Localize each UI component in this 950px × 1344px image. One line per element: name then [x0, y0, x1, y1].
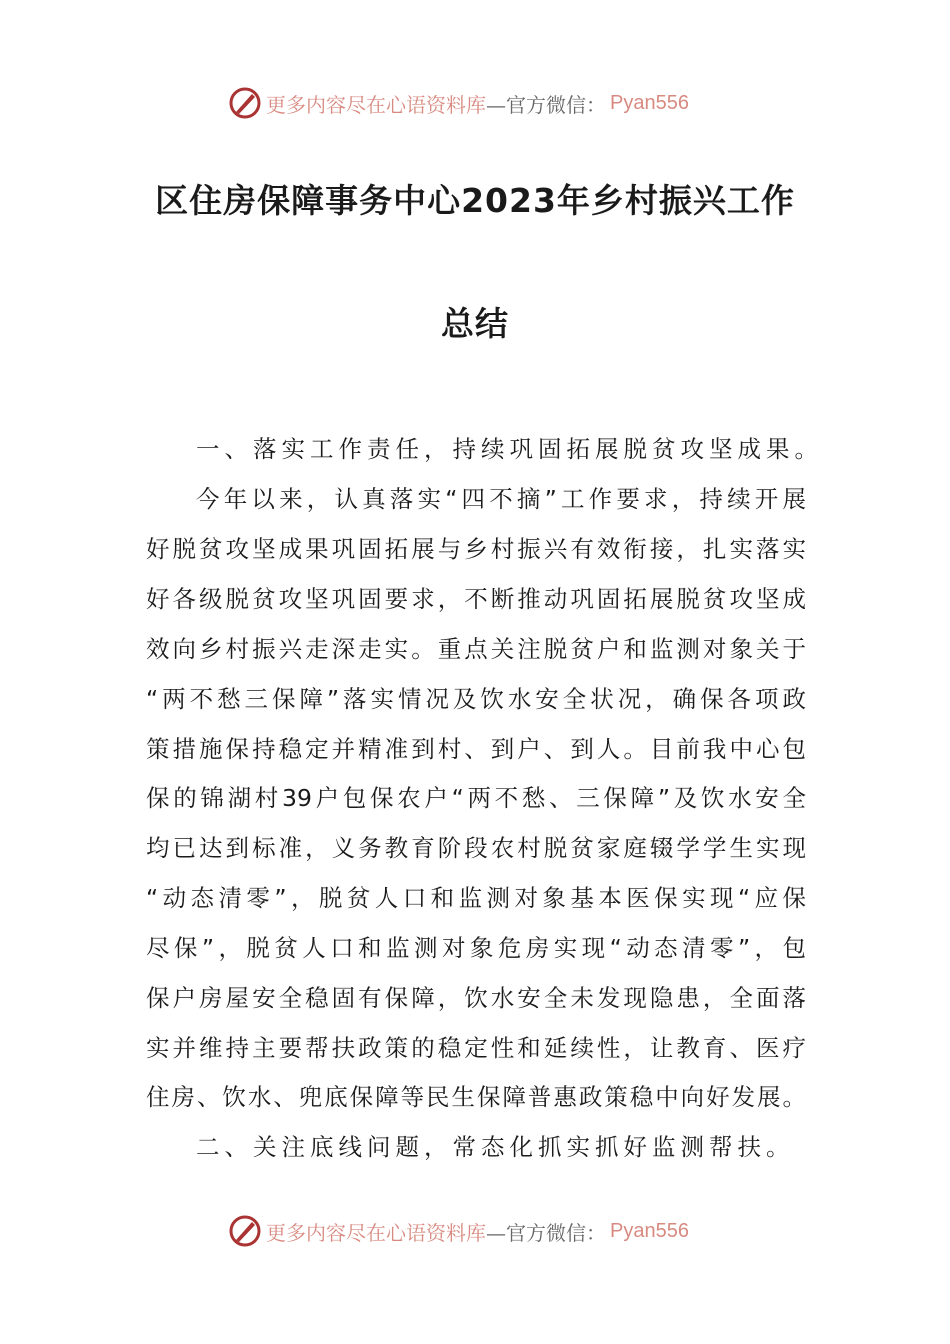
section-heading: 一、落实工作责任，持续巩固拓展脱贫攻坚成果。: [196, 435, 823, 463]
watermark-wechat-id: Pyan556: [610, 91, 689, 114]
section-heading: 二、关注底线问题，常态化抓实抓好监测帮扶。: [196, 1133, 795, 1161]
paragraph-line: 保户房屋安全稳固有保障，饮水安全未发现隐患，全面落: [146, 984, 806, 1012]
watermark-text: 更多内容尽在心语资料库: [266, 92, 486, 117]
footer-watermark: [228, 1211, 728, 1251]
paragraph-line: 效向乡村振兴走深走实。重点关注脱贫户和监测对象关于: [146, 635, 806, 663]
document-title-cont: 总结: [441, 304, 509, 343]
watermark-wechat-label: —官方微信：: [486, 92, 606, 117]
document-title: 区住房保障事务中心2023年乡村振兴工作: [155, 181, 795, 220]
watermark-wechat-label: —官方微信：: [486, 1220, 606, 1245]
paragraph-line: 保的锦湖村39户包保农户“两不愁、三保障”及饮水安全: [146, 784, 806, 812]
paragraph-line: “两不愁三保障”落实情况及饮水安全状况，确保各项政: [146, 685, 806, 713]
pen-logo-icon: [228, 1214, 262, 1248]
paragraph-line: 实并维持主要帮扶政策的稳定性和延续性，让教育、医疗: [146, 1034, 806, 1062]
paragraph-line: 好脱贫攻坚成果巩固拓展与乡村振兴有效衔接，扎实落实: [146, 535, 806, 563]
paragraph-line: 好各级脱贫攻坚巩固要求，不断推动巩固拓展脱贫攻坚成: [146, 585, 806, 613]
paragraph-line: 策措施保持稳定并精准到村、到户、到人。目前我中心包: [146, 735, 806, 763]
watermark-text: 更多内容尽在心语资料库: [266, 1220, 486, 1245]
paragraph-line: “动态清零”，脱贫人口和监测对象基本医保实现“应保: [146, 884, 806, 912]
paragraph-line: 住房、饮水、兜底保障等民生保障普惠政策稳中向好发展。: [146, 1083, 806, 1111]
paragraph-line: 均已达到标准，义务教育阶段农村脱贫家庭辍学学生实现: [146, 834, 806, 862]
paragraph-line: 今年以来，认真落实“四不摘”工作要求，持续开展: [196, 485, 806, 513]
header-watermark: [228, 83, 728, 123]
pen-logo-icon: [228, 86, 262, 120]
paragraph-line: 尽保”，脱贫人口和监测对象危房实现“动态清零”，包: [146, 934, 806, 962]
watermark-wechat-id: Pyan556: [610, 1219, 689, 1242]
